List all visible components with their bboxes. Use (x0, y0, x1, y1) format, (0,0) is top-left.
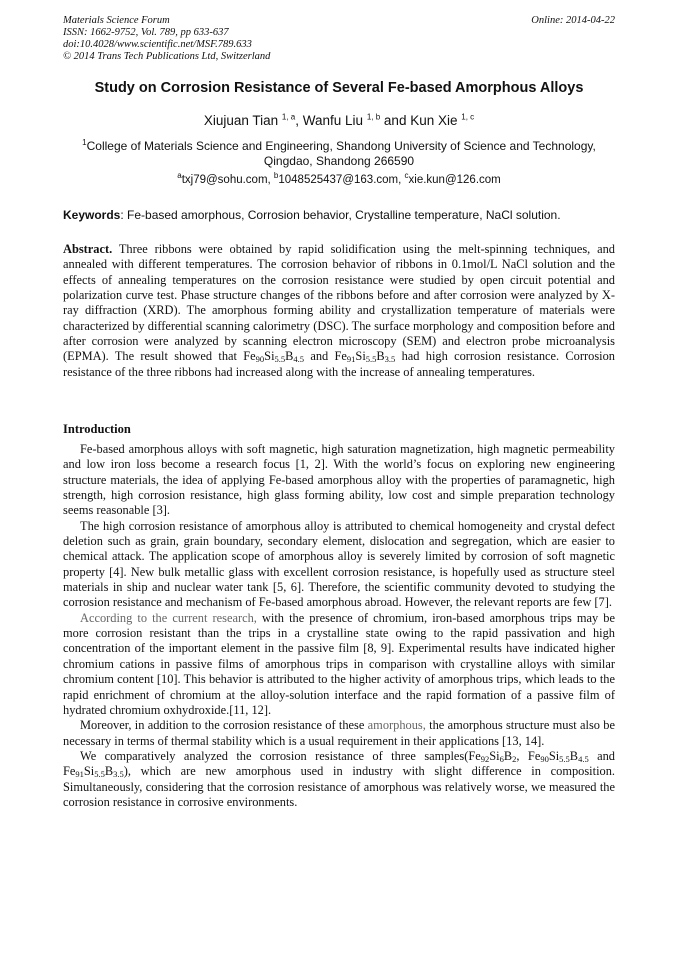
paragraph-text: ), which are new amorphous used in industry with slight difference in composition. Simultaneously, considering that the corrosion resistance of amorphous was relatively worse, we measured the corrosion resistance in corrosive environments. (63, 764, 615, 809)
paragraph-text: Moreover, in addition to the corrosion resistance of these (80, 718, 365, 733)
paragraph: The high corrosion resistance of amorphous alloy is attributed to chemical homogeneity and crystal defect deletion such as grain, grain boundary, secondary element, dislocation and segregation, which are easier to chemical attack. The application scope of amorphous alloy is severely limited by corrosion of soft magnetic property [4]. New bulk metallic glass with excellent corrosion resistance, is hopefully used as structure steel materials in ship and nuclear water tank [5, 6]. Therefore, the scientific community devoted to studying the corrosion resistance and mechanism of Fe-based amorphous abroad. However, the relevant reports are few [7]. (63, 518, 615, 610)
paragraph (63, 749, 615, 810)
email-address[interactable]: 1048525437@163.com (278, 174, 399, 186)
author-superscript: 1, a (281, 112, 296, 122)
affiliation-superscript: 1 (82, 138, 87, 147)
formula: $Fe_{90}Si_{5.5}B_{4.5}$ (243, 349, 305, 365)
author-superscript: 1, c (461, 112, 475, 122)
keywords-text: : Fe-based amorphous, Corrosion behavior, Crystalline temperature, NaCl solution. (120, 208, 561, 222)
formula: $Fe_{90}Si_{5.5}B_{4.5}$ (527, 748, 589, 764)
author-name: Kun Xie (410, 113, 458, 128)
paragraph-text: and (588, 748, 615, 763)
journal-name: Materials Science Forum (63, 15, 170, 26)
paragraph-text: We comparatively analyzed the corrosion resistance of three samples( (80, 748, 469, 763)
highlighted-text: According to the current research, (80, 610, 257, 625)
affiliation (63, 139, 615, 169)
doi: doi:10.4028/www.scientific.net/MSF.789.633 (63, 39, 252, 50)
abstract-label: Abstract. (63, 242, 113, 256)
author-separator: and (380, 113, 411, 128)
author-name: Xiujuan Tian (203, 113, 279, 128)
formula: $Fe_{92}Si_6B_2$ (468, 748, 517, 764)
email-list: $^a$txj79@sohu.com, $^b$1048525437@163.com, $^c$xie.kun@126.com (177, 171, 501, 186)
issn: ISSN: 1662-9752, Vol. 789, pp 633-637 (63, 27, 229, 38)
keywords (63, 208, 615, 222)
introduction-body (63, 442, 615, 810)
paragraph-text: the amorphous structure must also be necessary in terms of thermal stability which is a usual requirement in their applications [13, 14]. (63, 718, 615, 748)
online-date: Online: 2014-04-22 (531, 15, 615, 26)
author-list (40, 113, 638, 128)
author-name: Wanfu Liu (302, 113, 364, 128)
copyright: © 2014 Trans Tech Publications Ltd, Switzerland (63, 51, 271, 62)
journal-header (63, 15, 615, 63)
author-superscript: 1, b (366, 112, 381, 122)
paragraph-text: with the presence of chromium, iron-based amorphous trips may be more corrosion resistant than the trips in a crystalline state owing to the rapid passivation and high concentration of the important element in the passive film [8, 9]. Experimental results have indicated higher chromium cations in passive films of amorphous trips in comparison with crystalline alloys with similar chromium content [10]. This behavior is attributed to the higher activity of amorphous trips, which leads to the rapid enrichment of chromium at the alloy-solution interface and the rapid formation of a passive film of hydrated chromium oxhydroxide.[11, 12]. (63, 610, 615, 717)
email-address[interactable]: txj79@sohu.com (181, 174, 268, 186)
formula: $Fe_{91}Si_{5.5}B_{3.5}$ (63, 764, 124, 780)
section-heading: Introduction (63, 422, 131, 436)
abstract-text: and (304, 349, 335, 364)
highlighted-text: amorphous, (364, 718, 426, 733)
email-address[interactable]: xie.kun@126.com (408, 174, 501, 186)
paragraph (63, 611, 615, 718)
formula: $Fe_{91}Si_{5.5}B_{3.5}$ (334, 349, 396, 365)
abstract-text: Three ribbons were obtained by rapid solidification using the melt-spinning techniques, and annealed with different temperatures. The corrosion behavior of ribbons in 0.1mol/L NaCl solution and the effects of annealing temperatures on the corrosion resistance were studied by open circuit potential and polarization curve test. Phase structure changes of the ribbons before and after corrosion were analyzed by X-ray diffraction (XRD). The amorphous forming ability and crystallization temperature of materials were characterized by differential scanning calorimetry (DSC). The surface morphology and composition before and after corrosion were analyzed by scanning electron microscopy (SEM) and electron probe microanalysis (EPMA). The result showed that (63, 242, 615, 364)
paragraph-text: , (516, 748, 528, 763)
email-superscript: b (273, 171, 279, 181)
paragraph: Fe-based amorphous alloys with soft magnetic, high saturation magnetization, high magnetic permeability and low iron loss become a research focus [1, 2]. With the world’s focus on exploring new engineering structure materials, the idea of applying Fe-based amorphous alloy with the properties of paramagnetic, high strength, high corrosion resistance, high glass forming ability, low cost and simple preparation technology seems reasonable [3]. (63, 442, 615, 518)
email-superscript: a (177, 171, 182, 181)
affiliation-text: College of Materials Science and Engineering, Shandong University of Science and Technology, Qingdao, Shandong 266590 (86, 139, 596, 168)
paragraph (63, 718, 615, 749)
author-separator: , (295, 113, 303, 128)
keywords-label: Keywords (63, 208, 121, 222)
abstract (63, 242, 615, 380)
abstract-text: had high corrosion resistance. Corrosion resistance of the three ribbons had increased along with the increase of annealing temperatures. (63, 349, 615, 379)
email-superscript: c (404, 171, 409, 181)
paper-title: Study on Corrosion Resistance of Several Fe-based Amorphous Alloys (94, 80, 584, 96)
